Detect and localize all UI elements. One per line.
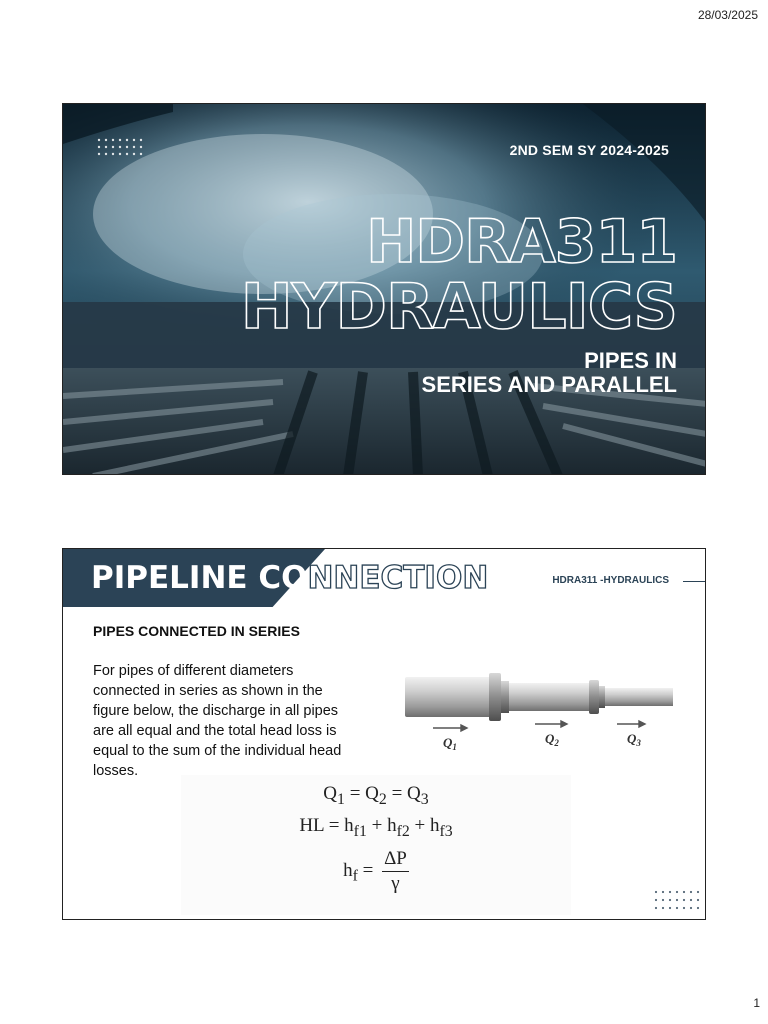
slide-title-solid: PIPELINE CO <box>91 560 308 596</box>
equation-friction-loss: $h_f$ = $\frac{\Delta P}{\gamma}$ <box>343 848 407 894</box>
series-pipe-figure <box>403 667 675 755</box>
flow-label-q2: $Q_2$ <box>545 731 559 748</box>
page-number: 1 <box>753 996 760 1010</box>
slide-title <box>91 559 488 597</box>
subtitle-line-1: PIPES IN <box>584 348 677 373</box>
subtitle-line-2: SERIES AND PARALLEL <box>421 372 677 397</box>
slide-title-outline: NNECTION <box>307 560 489 596</box>
flow-label-q1: $Q_1$ <box>443 735 457 752</box>
body-paragraph: For pipes of different diameters connected in series as shown in the figure below, the discharge in all pipes are all equal and the total head loss is equal to the sum of the individual head losses. <box>93 663 342 779</box>
page-date: 28/03/2025 <box>697 8 758 22</box>
dot-grid-decoration <box>97 138 147 162</box>
pressure-fraction: $\frac{\Delta P}{\gamma}$ <box>384 848 407 894</box>
flow-label-q3: $Q_3$ <box>627 731 641 748</box>
course-name: HYDRAULICS <box>240 270 677 343</box>
dot-grid-decoration <box>653 889 701 913</box>
title-slide <box>62 103 706 475</box>
formula-block <box>181 775 571 915</box>
pipe-segment-3 <box>605 688 673 706</box>
semester-label: 2ND SEM SY 2024-2025 <box>509 142 669 158</box>
pipe-collar-2 <box>589 680 599 714</box>
equation-head-loss: HL = $h_{f1} + h_{f2} + h_{f3}$ <box>299 815 453 840</box>
course-code: HDRA311 <box>366 207 677 277</box>
pipe-collar-1 <box>489 673 501 721</box>
section-heading: PIPES CONNECTED IN SERIES <box>93 623 300 639</box>
deck-subtitle <box>422 348 677 396</box>
header-divider <box>683 581 705 582</box>
pipe-segment-2 <box>509 683 591 711</box>
pipe-segment-1 <box>405 677 493 717</box>
content-slide <box>62 548 706 920</box>
course-reference: HDRA311 -HYDRAULICS <box>552 575 669 586</box>
equation-discharge: $Q_1 = Q_2 = Q_3$ <box>323 783 429 808</box>
